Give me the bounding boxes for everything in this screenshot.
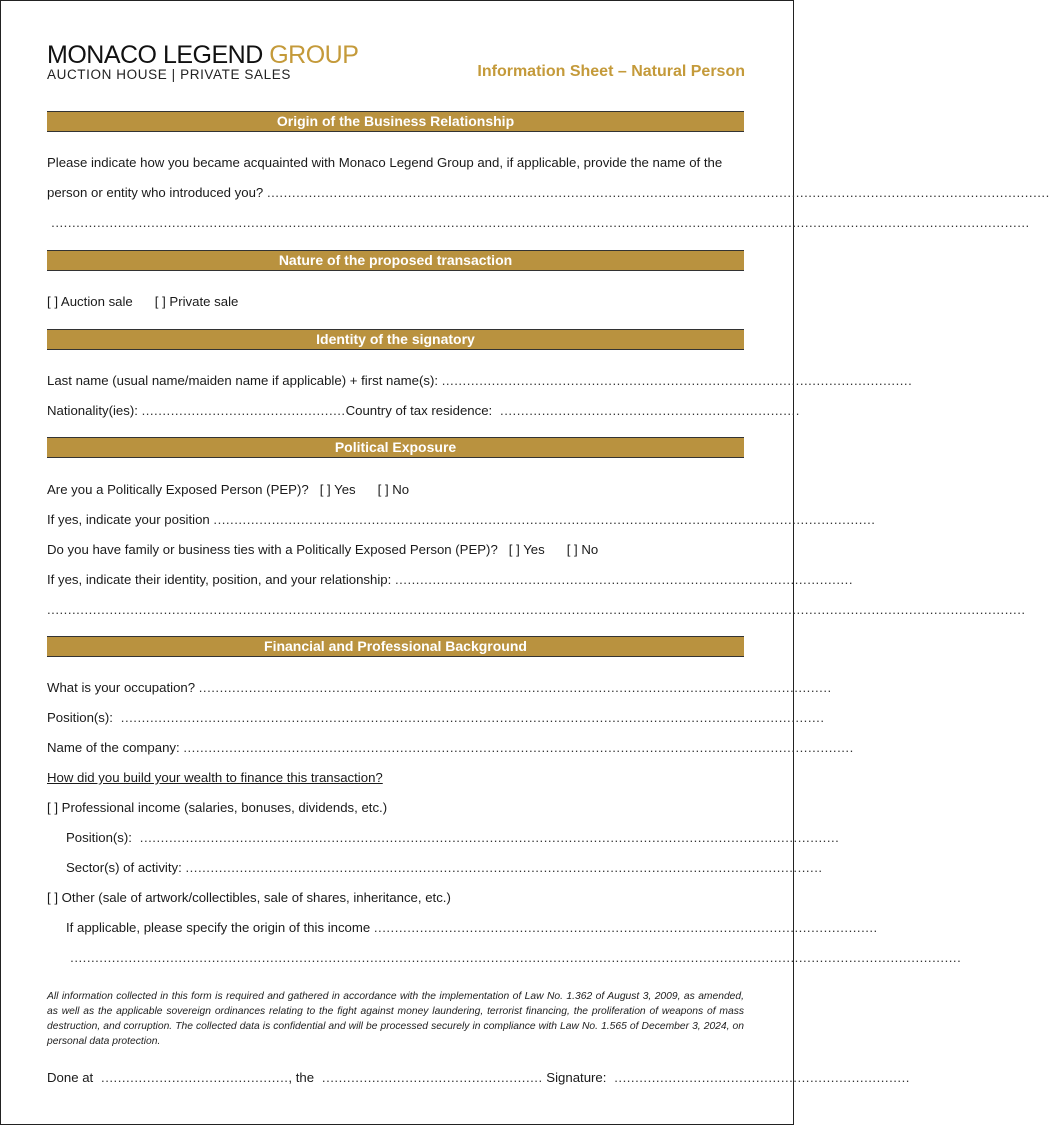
pep-yes-checkbox[interactable]: [ ] Yes: [319, 482, 356, 497]
sectors-field[interactable]: Sector(s) of activity: .........................................................................................................................................................: [66, 860, 823, 875]
document-title: Information Sheet – Natural Person: [477, 63, 745, 80]
occupation-field[interactable]: What is your occupation? ........................................................................................................................................................: [47, 680, 832, 695]
section-header-nature: Nature of the proposed transaction: [47, 250, 744, 271]
origin-answer-field[interactable]: person or entity who introduced you? ............................................................................................................................................................................................: [47, 185, 1050, 200]
professional-income-checkbox[interactable]: [ ] Professional income (salaries, bonuses, dividends, etc.): [47, 800, 388, 815]
logo-tagline: AUCTION HOUSE | PRIVATE SALES: [47, 67, 291, 82]
pep-identity-field-2[interactable]: ...........................................................................................................................................................................................................................................: [47, 602, 1026, 617]
section-header-political: Political Exposure: [47, 437, 744, 458]
pep-question: Are you a Politically Exposed Person (PEP)? [ ] Yes [ ] No: [47, 482, 410, 497]
ties-no-checkbox[interactable]: [ ] No: [566, 542, 599, 557]
company-logo: [47, 42, 358, 82]
name-field[interactable]: Last name (usual name/maiden name if applicable) + first name(s): .................................................................................................................: [47, 373, 913, 388]
auction-sale-checkbox[interactable]: [ ] Auction sale: [47, 294, 133, 309]
transaction-type-options: [47, 294, 744, 310]
origin-answer-field-2[interactable]: ...........................................................................................................................................................................................................................................: [47, 215, 1030, 230]
income-origin-field-2[interactable]: ......................................................................................................................................................................................................................: [66, 950, 962, 965]
income-origin-field[interactable]: If applicable, please specify the origin of this income .........................................................................................................................: [66, 920, 878, 935]
section-header-financial: Financial and Professional Background: [47, 636, 744, 657]
wealth-question: How did you build your wealth to finance this transaction?: [47, 770, 383, 785]
company-field[interactable]: Name of the company: .................................................................................................................................................................: [47, 740, 854, 755]
private-sale-checkbox[interactable]: [ ] Private sale: [154, 294, 239, 309]
pep-ties-question: Do you have family or business ties with a Politically Exposed Person (PEP)? [ ] Yes [ ] No: [47, 542, 599, 557]
positions-field[interactable]: Position(s): .........................................................................................................................................................................: [47, 710, 825, 725]
pep-no-checkbox[interactable]: [ ] No: [377, 482, 410, 497]
legal-notice: All information collected in this form is required and gathered in accordance with the implementation of Law No. 1.362 of August 3, 2009, as amended, as well as the applicable sovereign ordinances relating to the fight against money laundering, terrorist financing, the proliferation of weapons of mass destruction, and corruption. The collected data is confidential and will be processed securely in compliance with Law No. 1.565 of December 3, 2024, on personal data protection.: [47, 991, 744, 1047]
logo-wordmark: MONACO LEGEND GROUP: [47, 41, 359, 69]
ties-yes-checkbox[interactable]: [ ] Yes: [508, 542, 545, 557]
other-income-checkbox[interactable]: [ ] Other (sale of artwork/collectibles, sale of shares, inheritance, etc.): [47, 890, 451, 905]
pep-identity-field[interactable]: If yes, indicate their identity, position, and your relationship: ..............................................................................................................: [47, 572, 853, 587]
signature-line[interactable]: Done at ............................................., the ..................................................... Signature: .......................................................................: [47, 1070, 910, 1085]
section-header-identity: Identity of the signatory: [47, 329, 744, 350]
origin-question-line1: Please indicate how you became acquainted with Monaco Legend Group and, if applicable, provide the name of the: [47, 155, 723, 170]
sub-positions-field[interactable]: Position(s): ........................................................................................................................................................................: [66, 830, 840, 845]
section-header-origin: Origin of the Business Relationship: [47, 111, 744, 132]
pep-position-field[interactable]: If yes, indicate your position ...............................................................................................................................................................: [47, 512, 876, 527]
nationality-tax-field[interactable]: Nationality(ies): .................................................Country of tax residence: ........................................................................: [47, 403, 800, 418]
